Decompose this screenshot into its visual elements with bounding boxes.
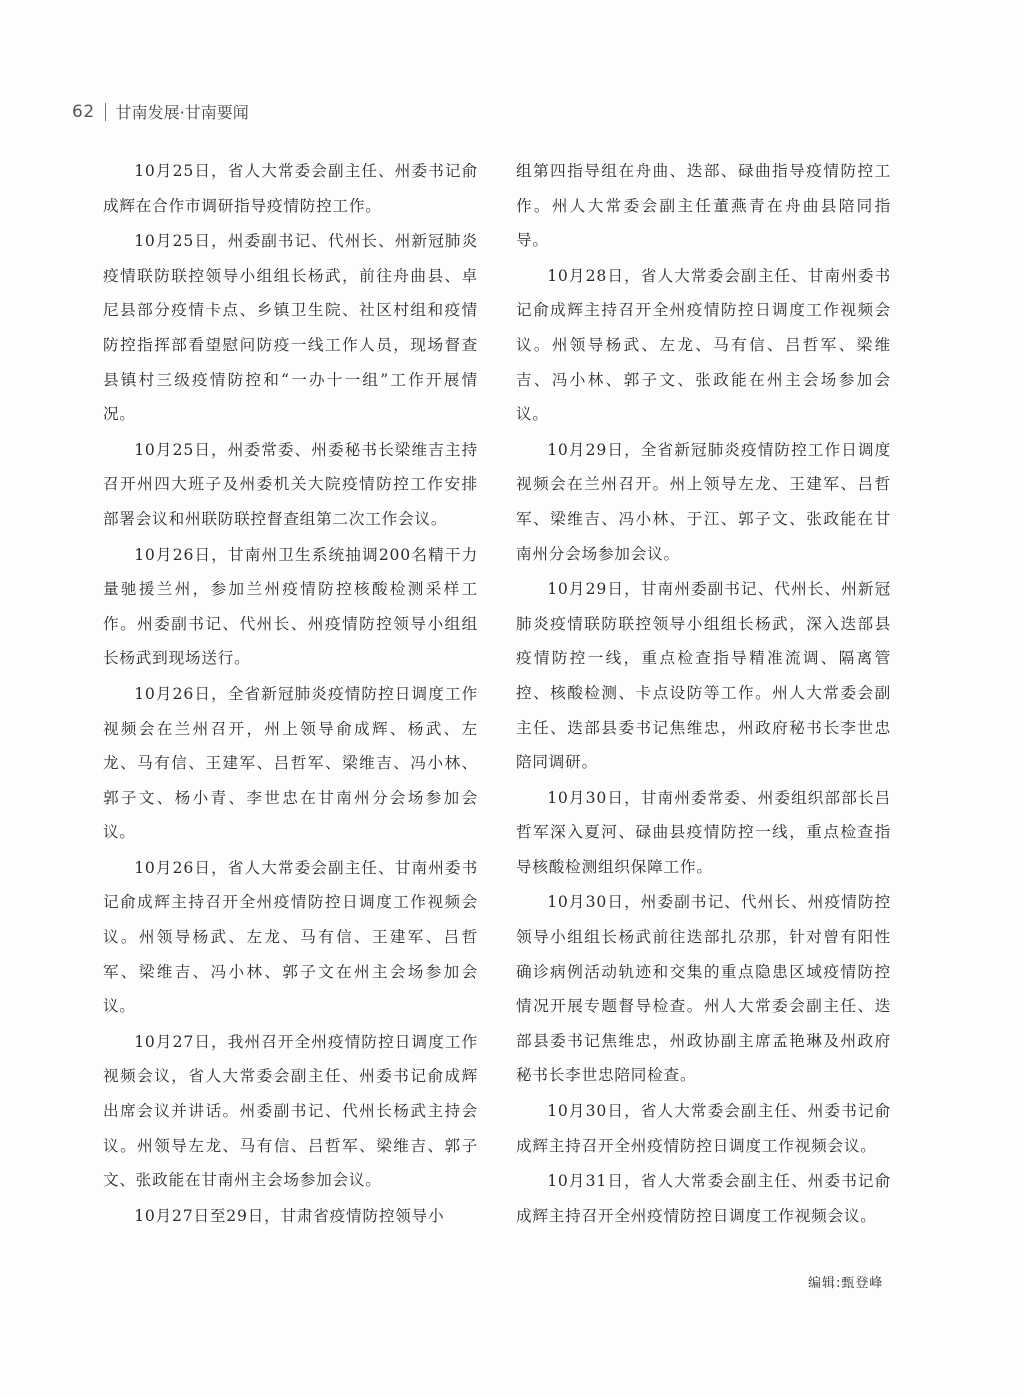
news-item: 10月26日，省人大常委会副主任、甘南州委书记俞成辉主持召开全州疫情防控日调度工作视频会议。州领导杨武、左龙、马有信、王建军、吕哲军、梁维吉、冯小林、郭子文在州主会场参加会议。 — [103, 858, 478, 1016]
editor-credit: 编辑:甄登峰 — [808, 1276, 884, 1291]
news-item: 10月27日至29日，甘肃省疫情防控领导小 — [134, 1206, 445, 1225]
news-item: 10月29日，甘南州委副书记、代州长、州新冠肺炎疫情联防联控领导小组组长杨武，深入迭部县疫情防控一线，重点检查指导精准流调、隔离管控、核酸检测、卡点设防等工作。州人大常委会副主任、迭部县委书记焦维忠，州政府秘书长李世忠陪同调研。 — [516, 580, 891, 772]
section-title: 甘南发展·甘南要闻 — [115, 103, 249, 122]
news-item: 10月29日，全省新冠肺炎疫情防控工作日调度视频会在兰州召开。州上领导左龙、王建军、吕哲军、梁维吉、冯小林、于江、郭子文、张政能在甘南州分会场参加会议。 — [516, 440, 891, 563]
news-item: 10月25日，州委副书记、代州长、州新冠肺炎疫情联防联控领导小组组长杨武，前往舟曲县、卓尼县部分疫情卡点、乡镇卫生院、社区村组和疫情防控指挥部看望慰问防疫一线工作人员，现场督查县镇村三级疫情防控和“一办十一组”工作开展情况。 — [103, 232, 478, 424]
right-column — [516, 154, 891, 1234]
news-item: 10月26日，甘南州卫生系统抽调200名精干力量驰援兰州，参加兰州疫情防控核酸检测采样工作。州委副书记、代州长、州疫情防控领导小组组长杨武到现场送行。 — [103, 545, 478, 668]
news-item-continued: 组第四指导组在舟曲、迭部、碌曲指导疫情防控工作。州人大常委会副主任董燕青在舟曲县陪同指导。 — [516, 162, 891, 250]
news-item: 10月27日，我州召开全州疫情防控日调度工作视频会议，省人大常委会副主任、州委书记俞成辉出席会议并讲话。州委副书记、代州长杨武主持会议。州领导左龙、马有信、吕哲军、梁维吉、郭子文、张政能在甘南州主会场参加会议。 — [103, 1032, 478, 1190]
news-item: 10月30日，甘南州委常委、州委组织部部长吕哲军深入夏河、碌曲县疫情防控一线，重点检查指导核酸检测组织保障工作。 — [516, 788, 891, 876]
page-number: 62 — [72, 101, 95, 122]
left-column — [103, 154, 478, 1234]
news-item: 10月25日，州委常委、州委秘书长梁维吉主持召开州四大班子及州委机关大院疫情防控工作安排部署会议和州联防联控督查组第二次工作会议。 — [103, 440, 478, 528]
news-item: 10月26日，全省新冠肺炎疫情防控日调度工作视频会在兰州召开，州上领导俞成辉、杨武、左龙、马有信、王建军、吕哲军、梁维吉、冯小林、郭子文、杨小青、李世忠在甘南州分会场参加会议。 — [103, 684, 478, 842]
news-item: 10月31日，省人大常委会副主任、州委书记俞成辉主持召开全州疫情防控日调度工作视频会议。 — [516, 1172, 891, 1225]
news-item: 10月28日，省人大常委会副主任、甘南州委书记俞成辉主持召开全州疫情防控日调度工作视频会议。州领导杨武、左龙、马有信、吕哲军、梁维吉、冯小林、郭子文、张政能在州主会场参加会议。 — [516, 266, 891, 424]
header-divider — [105, 103, 106, 121]
news-item: 10月25日，省人大常委会副主任、州委书记俞成辉在合作市调研指导疫情防控工作。 — [103, 162, 478, 215]
news-item: 10月30日，省人大常委会副主任、州委书记俞成辉主持召开全州疫情防控日调度工作视频会议。 — [516, 1102, 891, 1155]
news-item: 10月30日，州委副书记、代州长、州疫情防控领导小组组长杨武前往迭部扎尕那，针对曾有阳性确诊病例活动轨迹和交集的重点隐患区域疫情防控情况开展专题督导检查。州人大常委会副主任、迭部县委书记焦维忠，州政协副主席孟艳琳及州政府秘书长李世忠陪同检查。 — [516, 893, 891, 1085]
page-header — [72, 100, 249, 123]
